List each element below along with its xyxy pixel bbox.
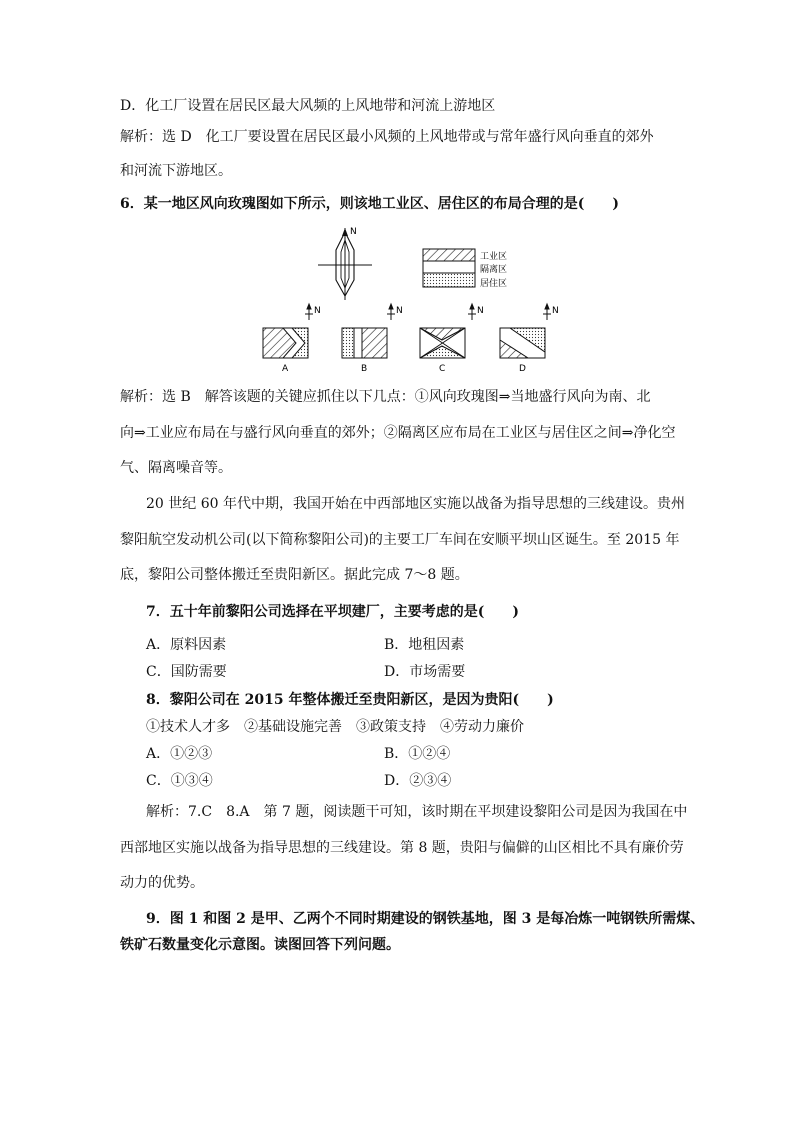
- legend-label-industrial: 工业区: [480, 252, 508, 262]
- north-arrow-d: [543, 304, 551, 320]
- legend: [423, 249, 507, 289]
- passage-line-2: 黎阳航空发动机公司(以下简称黎阳公司)的主要工厂车间在安顺平坝山区诞生。至 2015 年: [120, 532, 680, 548]
- option-c-box: [420, 328, 465, 358]
- legend-buffer-swatch: [423, 261, 475, 273]
- answer-6a-line-2: 和河流下游地区。: [120, 163, 232, 179]
- q7-option-d: D．市场需要: [384, 664, 466, 680]
- compass-marks: [305, 304, 551, 320]
- question-6: 6．某一地区风向玫瑰图如下所示，则该地工业区、居住区的布局合理的是( ): [120, 196, 619, 212]
- answer-6b-line-3: 气、隔离噪音等。: [120, 460, 232, 476]
- option-d-line: D．化工厂设置在居民区最大风频的上风地带和河流上游地区: [120, 98, 496, 114]
- legend-residential-swatch: [423, 273, 475, 287]
- option-label-a: A: [282, 364, 289, 374]
- north-label-c: N: [477, 306, 484, 316]
- north-arrow-a: [305, 304, 313, 320]
- option-label-c: C: [439, 364, 446, 374]
- legend-industrial-swatch: [423, 249, 475, 261]
- answer-6b-line-1: 解析：选 B 解答该题的关键应抓住以下几点：①风向玫瑰图⇒当地盛行风向为南、北: [120, 389, 651, 405]
- q8-option-a: A．①②③: [146, 746, 213, 762]
- option-b-box: [342, 328, 387, 358]
- option-label-b: B: [361, 364, 368, 374]
- north-label-d: N: [552, 306, 559, 316]
- option-label-d: D: [519, 364, 526, 374]
- answer-6a-line-1: 解析：选 D 化工厂要设置在居民区最小风频的上风地带或与常年盛行风向垂直的郊外: [120, 129, 654, 145]
- option-a-box: [263, 328, 308, 358]
- question-9-line-1: 9．图 1 和图 2 是甲、乙两个不同时期建设的钢铁基地，图 3 是每冶炼一吨钢铁所需煤、: [146, 911, 705, 927]
- q8-option-b: B．①②④: [384, 746, 451, 762]
- wind-rose-north-label: N: [350, 227, 357, 237]
- q7-option-b: B．地租因素: [384, 637, 465, 653]
- question-7: 7．五十年前黎阳公司选择在平坝建厂，主要考虑的是( ): [146, 604, 519, 620]
- q8-option-d: D．②③④: [384, 773, 452, 789]
- north-arrow-b: [387, 304, 395, 320]
- answer-78-line-2: 西部地区实施以战备为指导思想的三线建设。第 8 题，贵阳与偏僻的山区相比不具有廉价劳: [120, 840, 684, 856]
- passage-line-3: 底，黎阳公司整体搬迁至贵阳新区。据此完成 7～8 题。: [120, 567, 469, 583]
- answer-78-line-3: 动力的优势。: [120, 875, 204, 891]
- legend-label-buffer: 隔离区: [480, 265, 508, 275]
- question-8: 8．黎阳公司在 2015 年整体搬迁至贵阳新区，是因为贵阳( ): [146, 692, 554, 708]
- option-d-box: [500, 328, 545, 358]
- q8-statements: ①技术人才多 ②基础设施完善 ③政策支持 ④劳动力廉价: [146, 719, 524, 735]
- north-label-b: N: [396, 306, 403, 316]
- q7-option-c: C．国防需要: [146, 664, 227, 680]
- passage-line-1: 20 世纪 60 年代中期，我国开始在中西部地区实施以战备为指导思想的三线建设。贵州: [146, 496, 685, 512]
- wind-rose: [318, 227, 372, 300]
- north-arrow-c: [468, 304, 476, 320]
- answer-78-line-1: 解析：7.C 8.A 第 7 题，阅读题干可知，该时期在平坝建设黎阳公司是因为我国在中: [146, 804, 688, 820]
- q7-option-a: A．原料因素: [146, 637, 227, 653]
- north-label-a: N: [314, 306, 321, 316]
- q8-option-c: C．①③④: [146, 773, 213, 789]
- legend-label-residential: 居住区: [480, 279, 508, 289]
- answer-6b-line-2: 向⇒工业应布局在与盛行风向垂直的郊外；②隔离区应布局在工业区与居住区之间⇒净化空: [120, 425, 676, 441]
- question-9-line-2: 铁矿石数量变化示意图。读图回答下列问题。: [120, 937, 400, 953]
